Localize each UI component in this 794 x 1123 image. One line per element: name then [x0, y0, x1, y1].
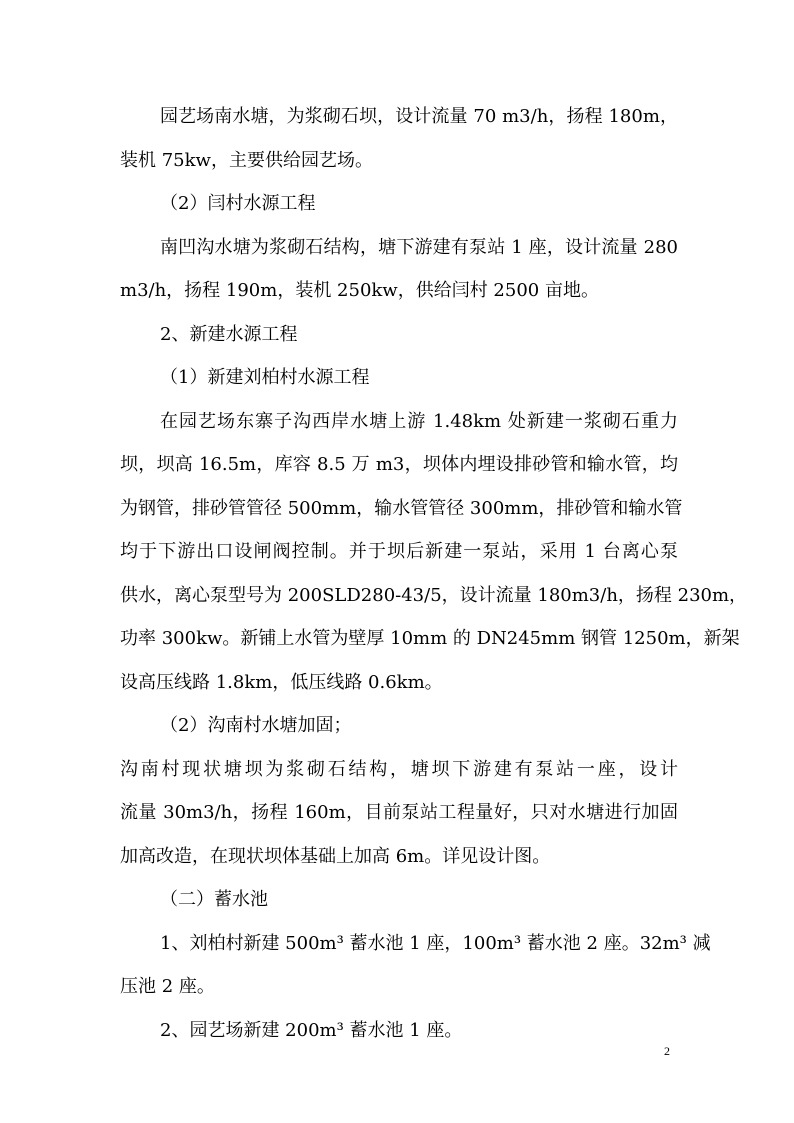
paragraph-line: 装机 75kw，主要供给园艺场。 — [120, 150, 373, 171]
paragraph-line: 南凹沟水塘为浆砌石结构，塘下游建有泵站 1 座，设计流量 280 — [160, 237, 678, 258]
section-heading: （二）蓄水池 — [160, 889, 268, 910]
paragraph-line: 在园艺场东寨子沟西岸水塘上游 1.48km 处新建一浆砌石重力 — [160, 411, 678, 432]
paragraph-line: 1、刘柏村新建 500m³ 蓄水池 1 座，100m³ 蓄水池 2 座。32m³ 减 — [160, 933, 711, 954]
page-number: 2 — [664, 1044, 670, 1058]
paragraph-line: 为钢管，排砂管管径 500mm，输水管管径 300mm，排砂管和输水管 — [120, 498, 683, 519]
paragraph-line: m3/h，扬程 190m，装机 250kw，供给闫村 2500 亩地。 — [120, 280, 599, 301]
paragraph-line: 设高压线路 1.8km，低压线路 0.6km。 — [120, 672, 443, 693]
paragraph-line: 压池 2 座。 — [120, 976, 215, 997]
paragraph-line: 园艺场南水塘，为浆砌石坝，设计流量 70 m3/h，扬程 180m， — [160, 106, 678, 127]
subsection-heading: （1）新建刘柏村水源工程 — [160, 367, 370, 388]
paragraph-line: 2、园艺场新建 200m³ 蓄水池 1 座。 — [160, 1020, 463, 1041]
paragraph-line: 流量 30m3/h，扬程 160m，目前泵站工程量好，只对水塘进行加固 — [120, 802, 678, 823]
subsection-heading: （2）沟南村水塘加固； — [160, 715, 352, 736]
paragraph-line: 供水，离心泵型号为 200SLD280-43/5，设计流量 180m3/h，扬程 230m， — [120, 585, 748, 606]
paragraph-line: 坝，坝高 16.5m，库容 8.5 万 m3，坝体内埋设排砂管和输水管，均 — [120, 454, 678, 475]
subsection-heading: （2）闫村水源工程 — [160, 193, 316, 214]
section-heading: 2、新建水源工程 — [160, 324, 298, 345]
paragraph-line: 功率 300kw。新铺上水管为壁厚 10mm 的 DN245mm 钢管 1250m，新架 — [120, 628, 740, 649]
paragraph-line: 均于下游出口设闸阀控制。并于坝后新建一泵站，采用 1 台离心泵 — [120, 541, 678, 562]
paragraph-line: 加高改造，在现状坝体基础上加高 6m。详见设计图。 — [120, 846, 551, 867]
paragraph-line: 沟南村现状塘坝为浆砌石结构，塘坝下游建有泵站一座，设计 — [120, 759, 678, 780]
